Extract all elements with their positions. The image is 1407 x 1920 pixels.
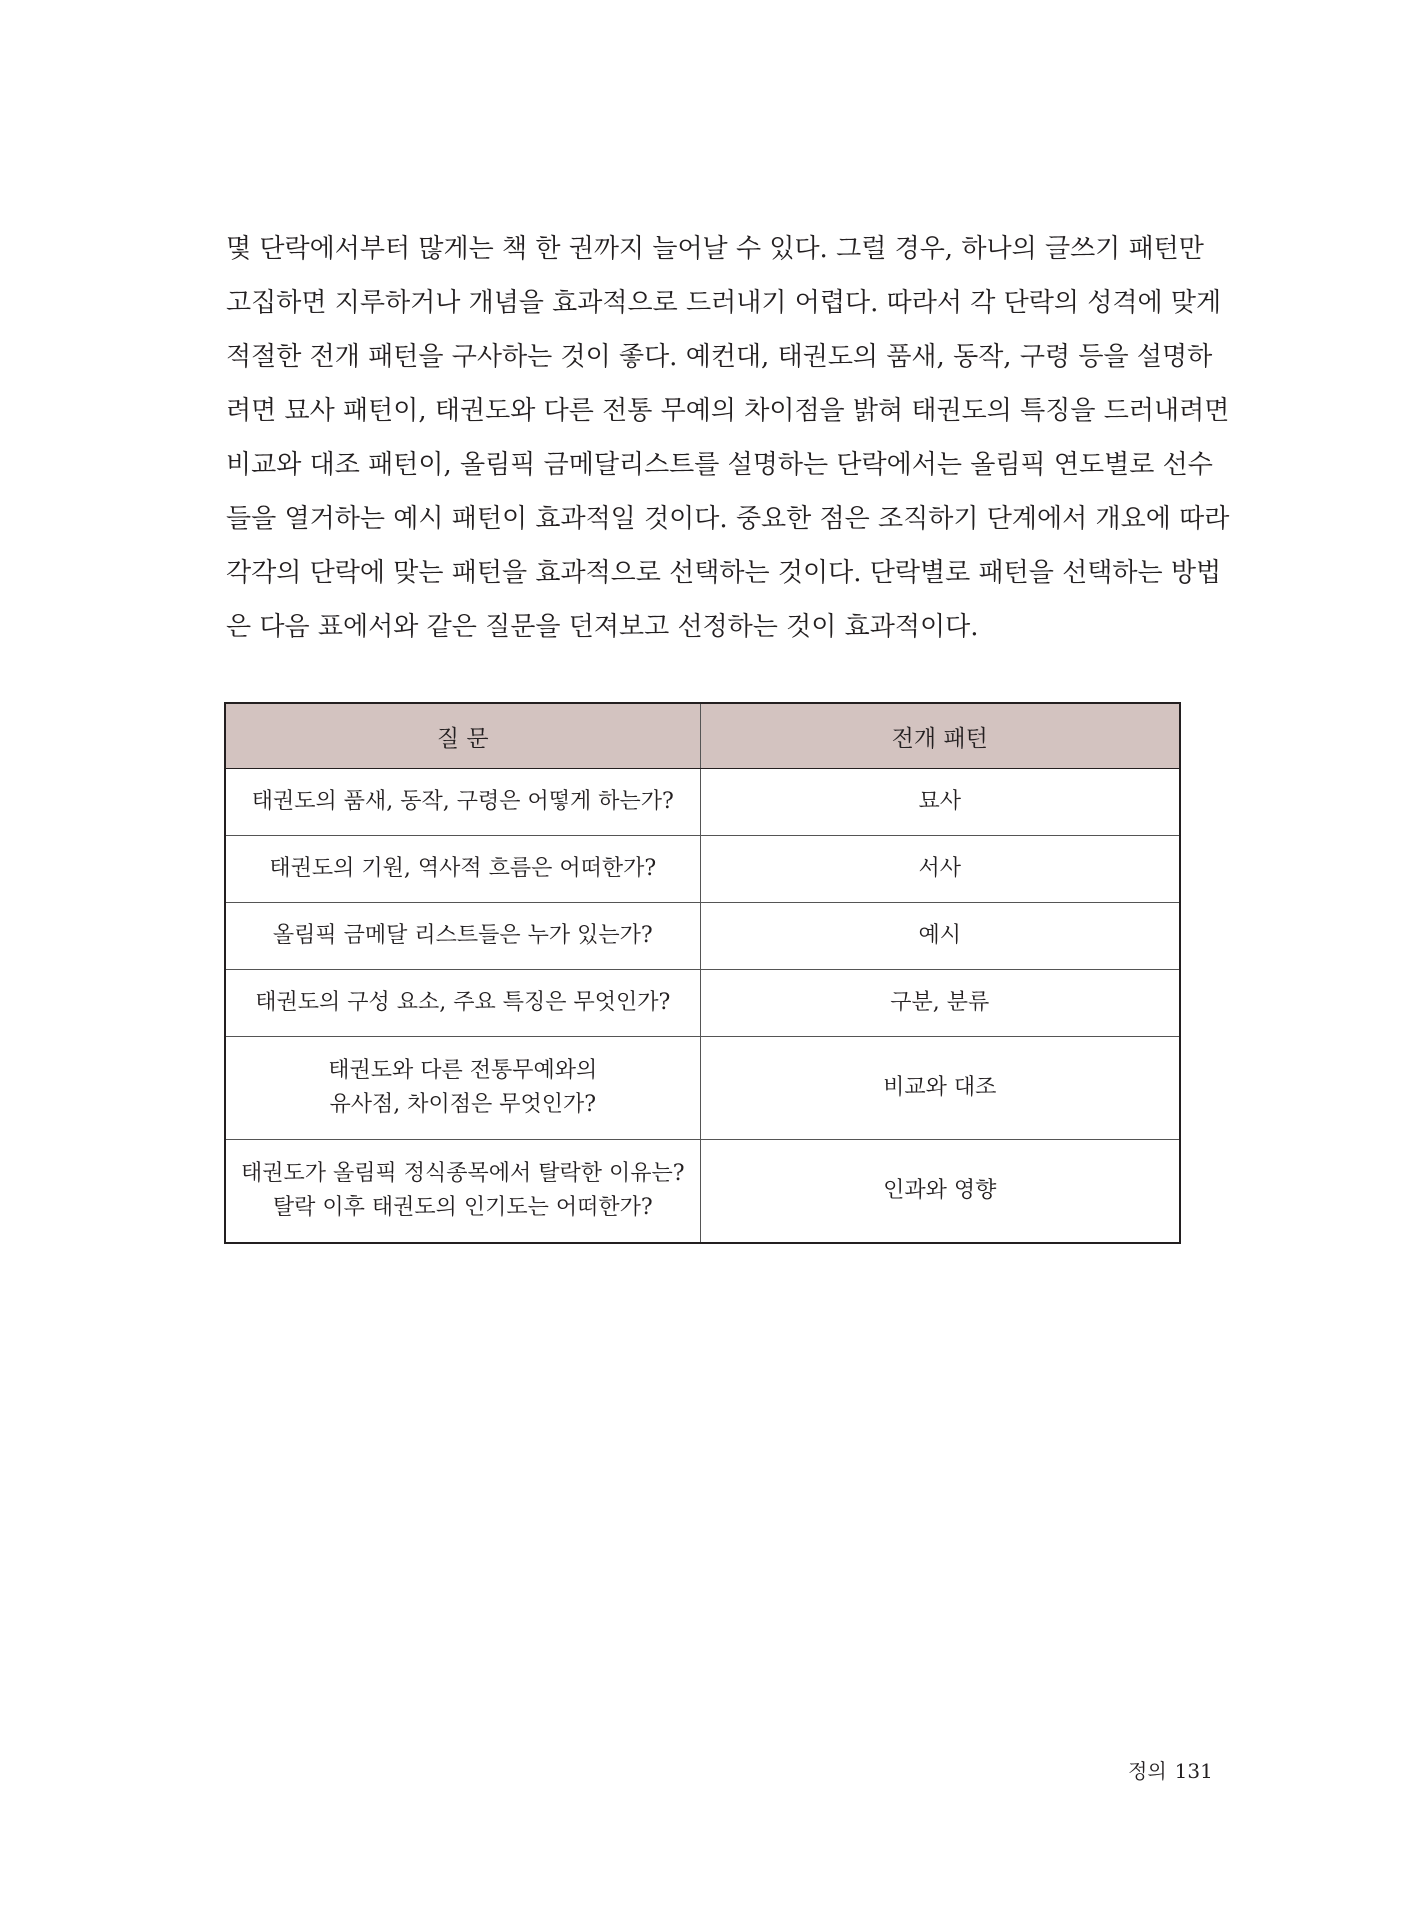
pattern-cell: 예시 <box>700 903 1180 970</box>
question-text: 탈락 이후 태권도의 인기도는 어떠한가? <box>272 1195 653 1220</box>
body-paragraph <box>226 222 1230 654</box>
question-cell <box>225 970 700 1037</box>
pattern-cell: 묘사 <box>700 769 1180 836</box>
pattern-table <box>224 702 1181 1244</box>
table-row <box>225 1140 1180 1244</box>
header-question: 질 문 <box>225 703 700 769</box>
pattern-cell: 비교와 대조 <box>700 1037 1180 1140</box>
question-text: 태권도와 다른 전통무예와의 <box>328 1058 598 1083</box>
paragraph-line: 들을 열거하는 예시 패턴이 효과적일 것이다. 중요한 점은 조직하기 단계에서 개요에 따라 <box>226 504 1230 534</box>
question-text: 태권도가 올림픽 정식종목에서 탈락한 이유는? <box>240 1161 685 1186</box>
page-footer <box>1128 1755 1213 1784</box>
question-text: 유사점, 차이점은 무엇인가? <box>329 1092 597 1117</box>
question-text: 태권도의 구성 요소, 주요 특징은 무엇인가? <box>255 990 671 1015</box>
table-row <box>225 970 1180 1037</box>
question-text: 태권도의 품새, 동작, 구령은 어떻게 하는가? <box>251 789 674 814</box>
question-cell <box>225 836 700 903</box>
question-cell <box>225 1037 700 1140</box>
question-text: 태권도의 기원, 역사적 흐름은 어떠한가? <box>269 856 657 881</box>
paragraph-line: 적절한 전개 패턴을 구사하는 것이 좋다. 예컨대, 태권도의 품새, 동작, 구령 등을 설명하 <box>226 342 1213 372</box>
paragraph-line: 은 다음 표에서와 같은 질문을 던져보고 선정하는 것이 효과적이다. <box>226 612 979 642</box>
question-text: 올림픽 금메달 리스트들은 누가 있는가? <box>272 923 653 948</box>
table-row <box>225 903 1180 970</box>
paragraph-line: 각각의 단락에 맞는 패턴을 효과적으로 선택하는 것이다. 단락별로 패턴을 선택하는 방법 <box>226 558 1222 588</box>
paragraph-line: 몇 단락에서부터 많게는 책 한 권까지 늘어날 수 있다. 그럴 경우, 하나의 글쓰기 패턴만 <box>226 234 1204 264</box>
paragraph-line: 비교와 대조 패턴이, 올림픽 금메달리스트를 설명하는 단락에서는 올림픽 연도별로 선수 <box>226 450 1213 480</box>
pattern-cell: 인과와 영향 <box>700 1140 1180 1244</box>
table-header-row <box>225 703 1180 769</box>
table-row <box>225 769 1180 836</box>
paragraph-line: 고집하면 지루하거나 개념을 효과적으로 드러내기 어렵다. 따라서 각 단락의 성격에 맞게 <box>226 288 1222 318</box>
question-cell <box>225 769 700 836</box>
table-row <box>225 1037 1180 1140</box>
table-row <box>225 836 1180 903</box>
question-cell <box>225 903 700 970</box>
pattern-cell: 구분, 분류 <box>700 970 1180 1037</box>
paragraph-line: 려면 묘사 패턴이, 태권도와 다른 전통 무예의 차이점을 밝혀 태권도의 특징을 드러내려면 <box>226 396 1230 426</box>
header-pattern: 전개 패턴 <box>700 703 1180 769</box>
question-cell <box>225 1140 700 1244</box>
footer-section-title: 정의 <box>1128 1759 1167 1783</box>
pattern-cell: 서사 <box>700 836 1180 903</box>
page-number: 131 <box>1174 1759 1213 1783</box>
